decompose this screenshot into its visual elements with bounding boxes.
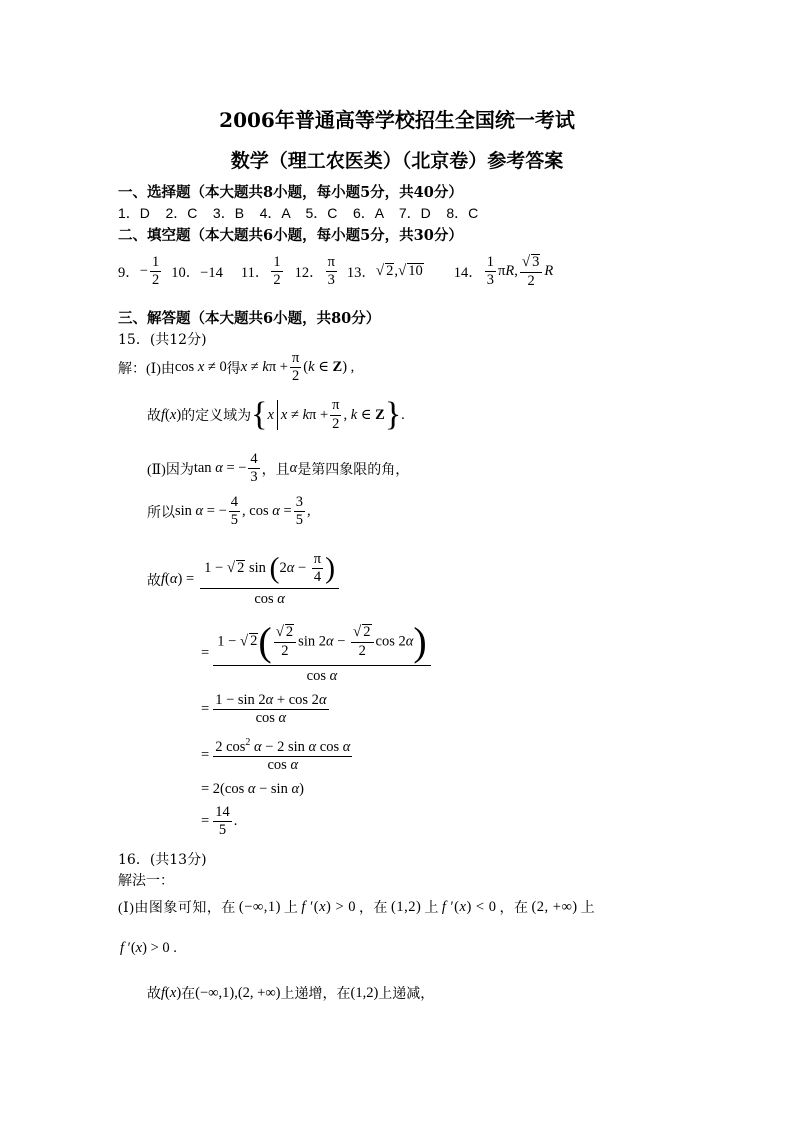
q15-part2-a: (Ⅱ)因为 bbox=[147, 462, 194, 478]
q16-p1-a: (Ⅰ)由图象可知，在 bbox=[118, 901, 236, 916]
q11-label: 11． bbox=[240, 265, 270, 282]
q15-derivation-result: = $\frac{14}{5}$ . bbox=[201, 804, 238, 839]
q15-part2: (Ⅱ)因为 tan α = − $\frac{4}{3}$ ，且 α 是第四象限的角， bbox=[147, 451, 410, 486]
q16-p3-b: 在 bbox=[181, 987, 196, 1002]
q12-fraction: $\frac{\pi}{3}$ bbox=[327, 253, 335, 289]
q16-p3-a: 故 bbox=[147, 987, 161, 1002]
q13-answer: √ 2,√ 10 bbox=[375, 263, 423, 280]
q16-method: 解法一： bbox=[118, 873, 174, 889]
q15-derivation-step2: = 1 − √ 2( $\frac{√ 2}{2}$ sin 2α − $\frac{√ 2}{2}$ cos 2α) cos α bbox=[201, 622, 433, 684]
page-title: 2006年普通高等学校招生全国统一考试 bbox=[219, 108, 575, 132]
q15-part2-c: 是第四象限的角， bbox=[297, 462, 410, 478]
q11-fraction: $\frac{1}{2}$ bbox=[273, 253, 281, 289]
q15-result-den: 5 bbox=[218, 822, 227, 839]
q15-gu: 故 bbox=[147, 573, 161, 589]
q15-sin-cos: 所以 sin α = − $\frac{4}{5}$ , cos α = $\frac{3}{5}$ , bbox=[147, 494, 311, 529]
q15-derivation-step5: = 2(cos α − sin α) bbox=[201, 781, 304, 797]
q15-result-num: 14 bbox=[213, 805, 232, 822]
q15-sol-prefix: 解：(Ⅰ)由 bbox=[118, 361, 175, 377]
q15-part1: 解：(Ⅰ)由 cos x ≠ 0 得 x ≠ kπ + $\frac{\pi}{2}$ (k ∈ Z) , bbox=[118, 350, 355, 385]
q16-p1-d: 上 bbox=[424, 901, 439, 916]
section-heading-solve: 三、解答题（本大题共6小题，共80分） bbox=[118, 310, 381, 327]
q16-part3: 故 f(x) 在 (−∞,1),(2, +∞) 上递增，在 (1,2) 上递减， bbox=[147, 984, 435, 1002]
fill-answers: 9． − $\frac{1}{2}$ 10．−14 11． $\frac{1}{2}$ 12． $\frac{\pi}{3}$ 13． √ 2,√ 10 14． $\frac{1}{3}$ πR, $\frac{√ 3}{2}$ R bbox=[118, 253, 554, 289]
q9-fraction: $\frac{1}{2}$ bbox=[151, 253, 160, 289]
q14-fraction-a: $\frac{1}{3}$ bbox=[486, 253, 495, 289]
q16-p1-e: ，在 bbox=[499, 901, 529, 916]
q15-therefore: 所以 bbox=[147, 505, 175, 521]
q12-label: 12． bbox=[294, 265, 324, 282]
q15-domain: 故 f(x) 的定义域为 { x x ≠ kπ + $\frac{\pi}{2}$ , k ∈ Z } . bbox=[147, 396, 405, 433]
page-subtitle: 数学（理工农医类）（北京卷）参考答案 bbox=[230, 150, 564, 172]
q14-fraction-b: $\frac{√ 3}{2}$ bbox=[520, 254, 542, 289]
q16-header: 16．(共13分) bbox=[118, 852, 207, 868]
q16-p3-c: 上递增，在 bbox=[280, 987, 351, 1002]
q16-p1-f: 上 bbox=[580, 901, 596, 916]
q16-p1-b: 上 bbox=[283, 901, 299, 916]
q15-derivation-step4: = $\frac{2 \cos^2 \alpha - 2 \sin \alpha \cos \alpha}{\text{cos α}}$ bbox=[201, 737, 351, 774]
section-heading-fill: 二、填空题（本大题共6小题，每小题5分，共30分） bbox=[118, 227, 463, 244]
q15-sol-mid: 得 bbox=[226, 361, 241, 377]
section-heading-choice: 一、选择题（本大题共8小题，每小题5分，共40分） bbox=[118, 184, 463, 201]
q15-part2-b: ，且 bbox=[261, 462, 290, 478]
q10-answer: 10．−14 bbox=[171, 265, 223, 282]
q15-domain-mid: 的定义域为 bbox=[181, 409, 252, 424]
q9-label: 9． bbox=[118, 265, 140, 282]
q15-domain-prefix: 故 bbox=[147, 409, 161, 424]
q15-derivation-step1: 故 f(α) = 1 − √ 2 sin (2α − $\frac{\pi}{4}$ ) cos α bbox=[147, 552, 341, 608]
q14-label: 14． bbox=[453, 265, 483, 282]
q13-label: 13． bbox=[346, 265, 376, 282]
q15-header: 15．(共12分) bbox=[118, 332, 207, 348]
q16-p3-d: 上递减， bbox=[378, 987, 435, 1002]
q16-part1: (Ⅰ)由图象可知，在 (−∞,1) 上 f ′(x) > 0 ，在 (1,2) 上 f ′(x) < 0 ，在 (2, +∞) 上 bbox=[118, 898, 596, 916]
choice-answers: 1．D 2．C 3．B 4．A 5．C 6．A 7．D 8．C bbox=[118, 205, 479, 221]
q16-p1-c: ，在 bbox=[359, 901, 389, 916]
q15-derivation-step3: = $\frac{1 - \sin 2\alpha + \cos 2\alpha}{\text{cos α}}$ bbox=[201, 692, 327, 727]
q16-part1-cont: f ′(x) > 0 . bbox=[120, 940, 177, 956]
